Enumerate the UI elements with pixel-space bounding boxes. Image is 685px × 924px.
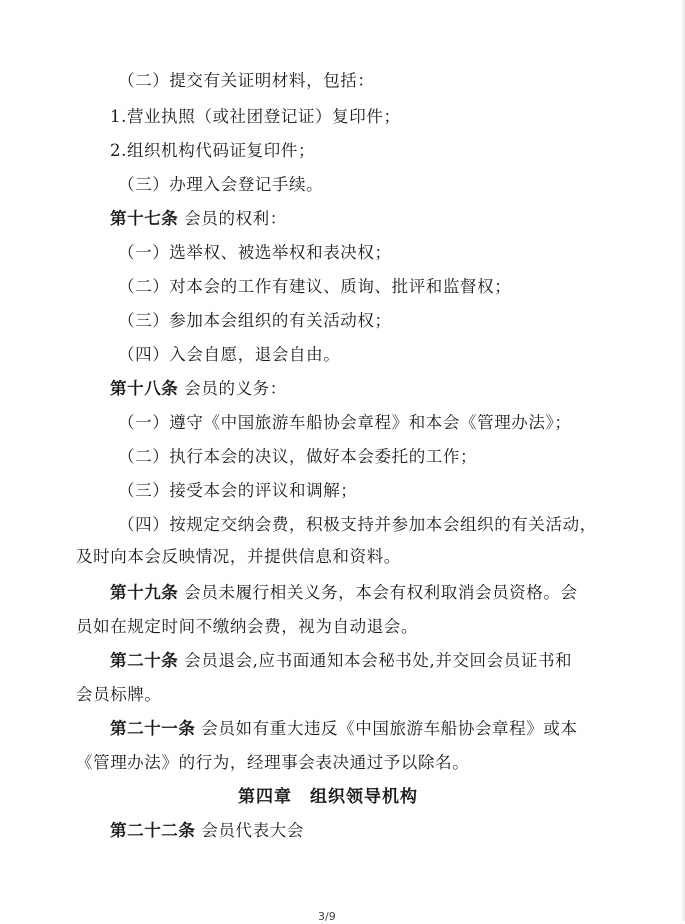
text-line: 《管理办法》的行为，经理事会表决通过予以除名。 [76,753,470,772]
article-21 [110,718,578,740]
text-line: （四）入会自愿，退会自由。 [118,345,341,364]
article-text: 会员的义务： [184,379,287,398]
article-19 [110,582,578,604]
page-number: 3/9 [318,910,336,923]
text-line: （二）执行本会的决议，做好本会委托的工作； [118,447,478,466]
text-line: （四）按规定交纳会费，积极支持并参加本会组织的有关活动， [118,515,597,534]
text-line: （一）遵守《中国旅游车船协会章程》和本会《管理办法》； [118,413,572,432]
text-line: （二）对本会的工作有建议、质询、批评和监督权； [118,277,512,296]
text-line: （二）提交有关证明材料，包括： [118,71,375,90]
article-text: 会员退会,应书面通知本会秘书处,并交回会员证书和 [184,651,573,670]
article-text: 会员的权利： [184,209,287,228]
page-edge-shadow [681,0,685,921]
article-title: 第二十二条 [110,821,196,840]
text-line: （三）办理入会登记手续。 [118,175,324,194]
text-line: 2.组织机构代码证复印件； [110,141,316,160]
text-line: 1.营业执照（或社团登记证）复印件； [110,107,401,126]
text-line: （三）接受本会的评议和调解； [118,481,358,500]
article-title: 第十七条 [110,209,179,228]
article-20 [110,650,572,672]
article-title: 第二十条 [110,651,179,670]
article-18 [110,378,287,400]
article-text: 会员未履行相关义务，本会有权利取消会员资格。会 [184,583,578,602]
article-title: 第十九条 [110,583,179,602]
text-line: （一）选举权、被选举权和表决权； [118,243,392,262]
text-line: 及时向本会反映情况，并提供信息和资料。 [76,547,401,566]
text-line: 员如在规定时间不缴纳会费，视为自动退会。 [76,617,418,636]
article-title: 第十八条 [110,379,179,398]
article-title: 第二十一条 [110,719,196,738]
article-text: 会员如有重大违反《中国旅游车船协会章程》或本 [201,719,578,738]
text-line: 会员标牌。 [76,685,162,704]
article-22 [110,820,304,842]
text-line: （三）参加本会组织的有关活动权； [118,311,392,330]
article-text: 会员代表大会 [201,821,304,840]
article-17 [110,208,287,230]
chapter-heading: 第四章 组织领导机构 [238,787,418,807]
